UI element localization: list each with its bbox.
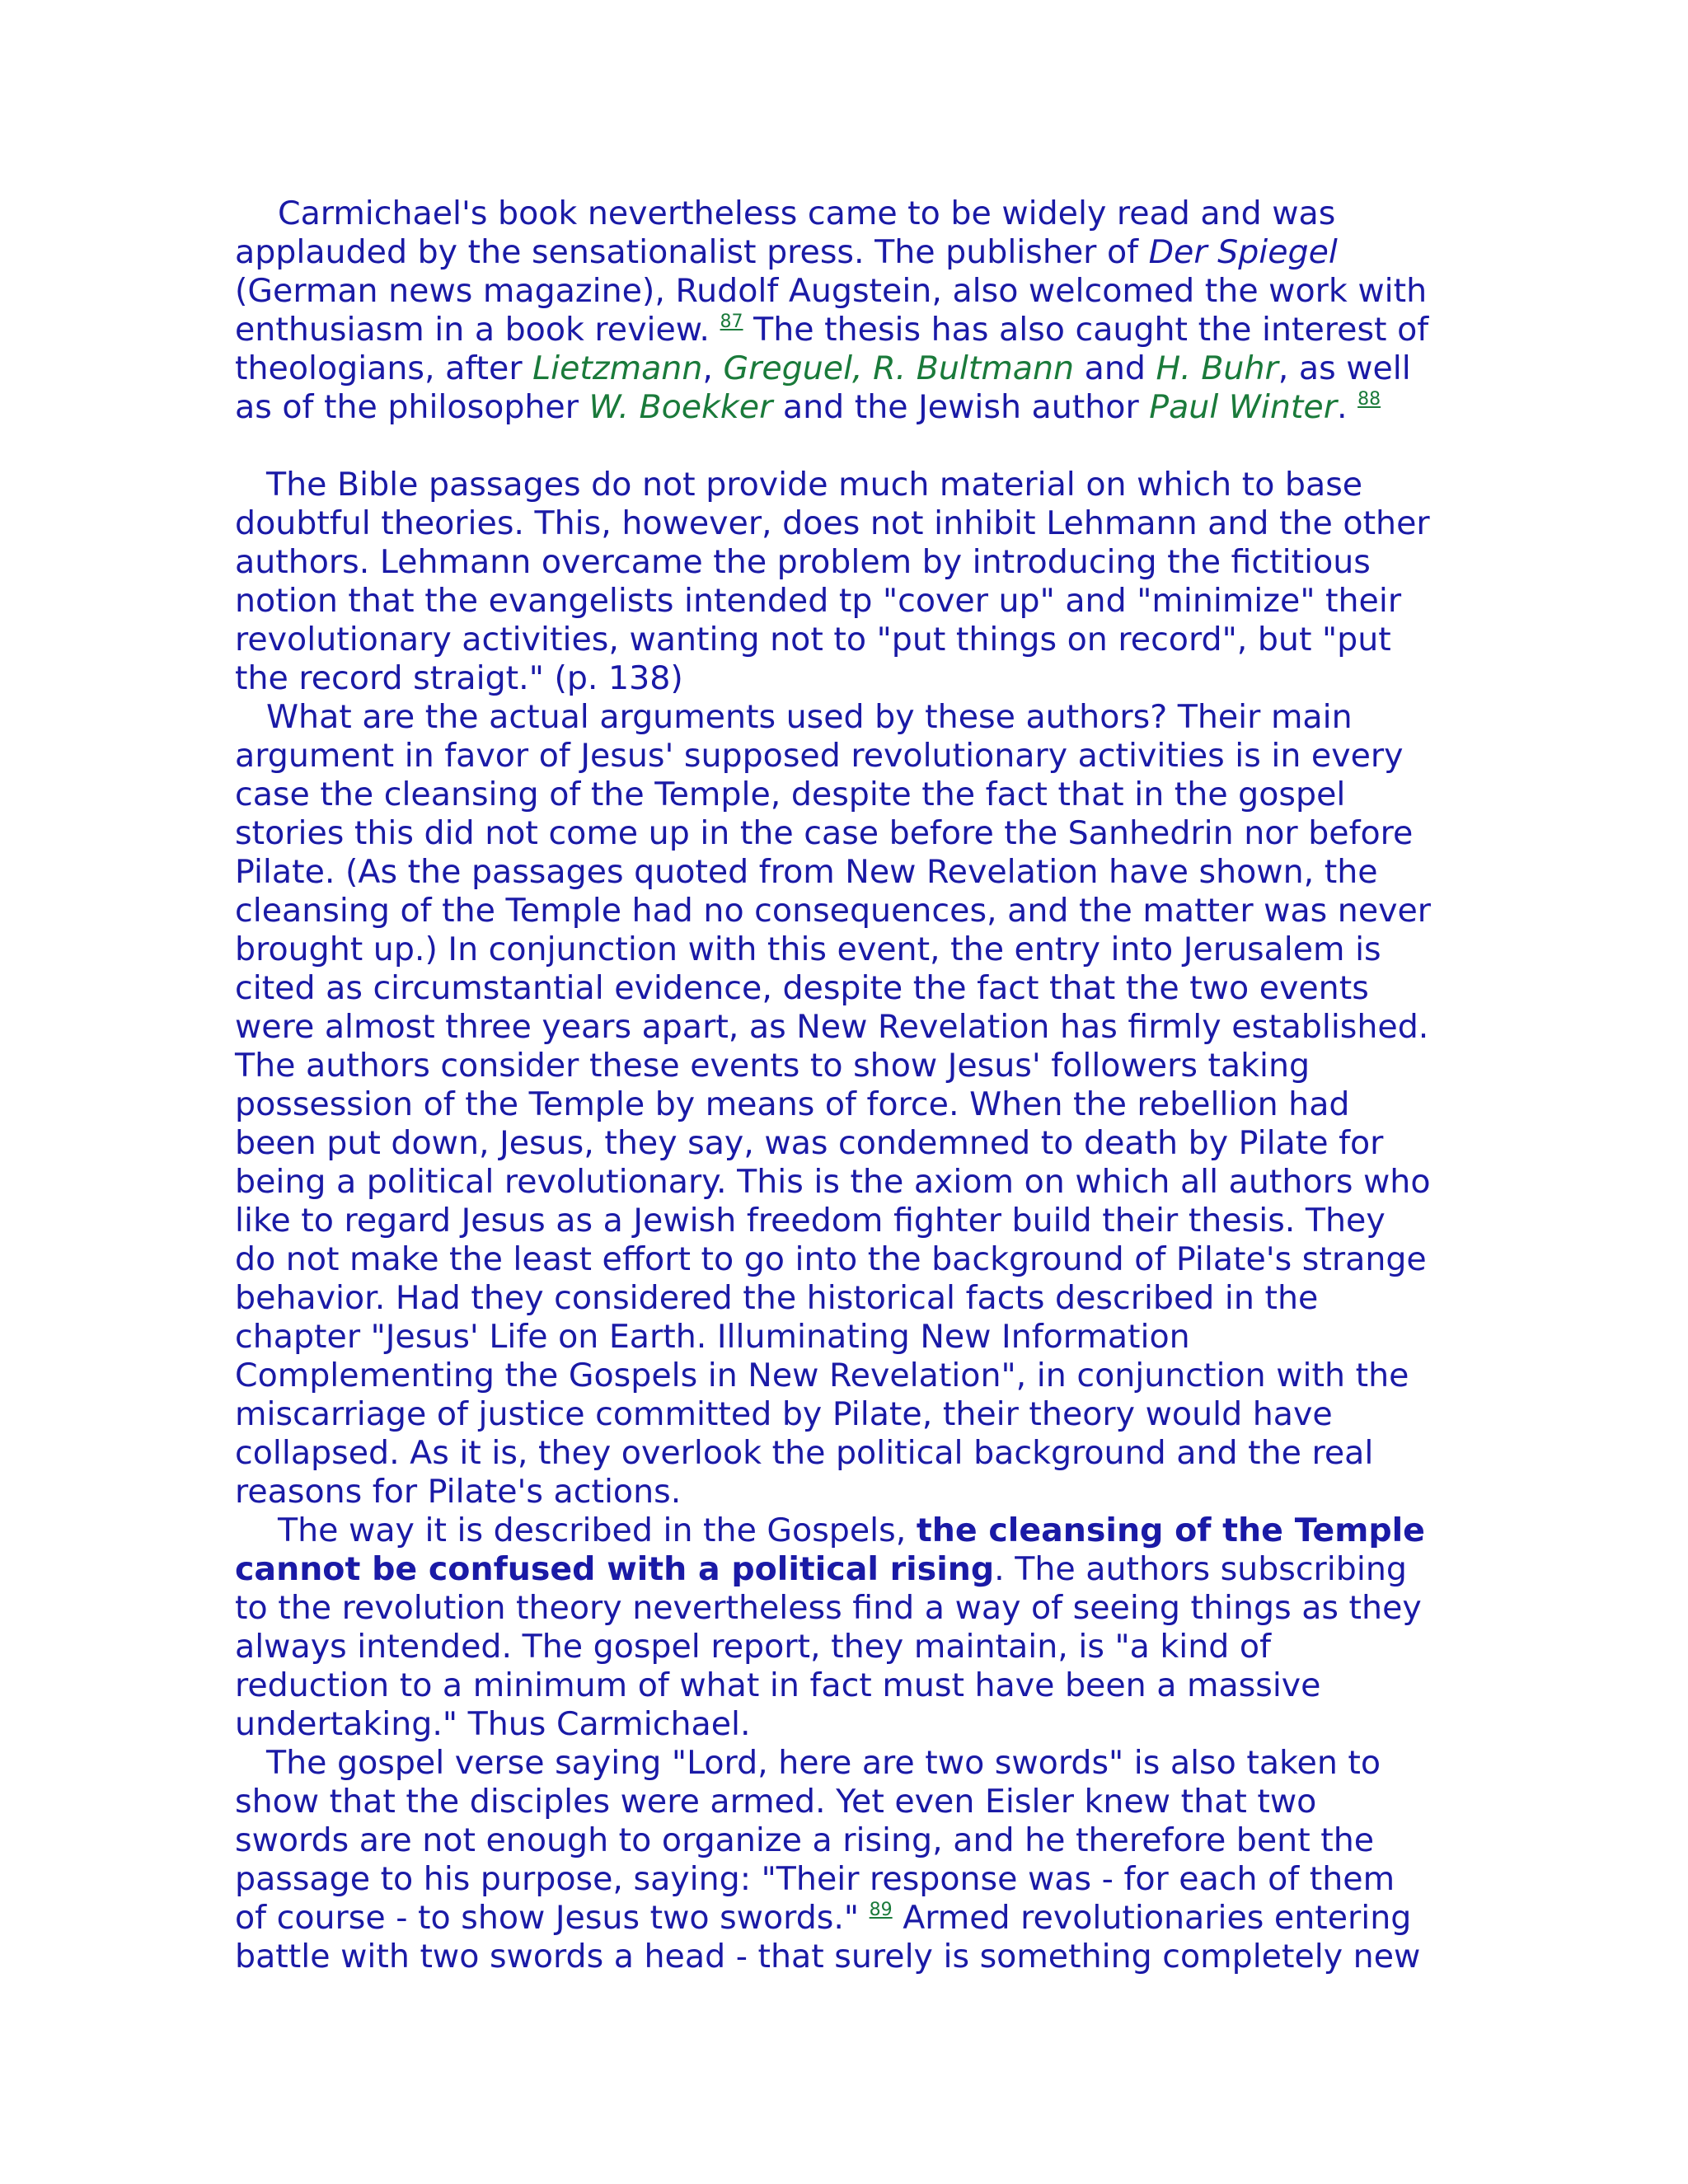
- text-line: chapter "Jesus' Life on Earth. Illuminating New Information: [235, 1318, 1190, 1356]
- author-name: Lietzmann: [532, 349, 703, 387]
- paragraph-4: [235, 1511, 1488, 1744]
- text-line: cannot be confused with a political rising. The authors subscribing: [235, 1550, 1407, 1588]
- emphasis-text: the cleansing of the Temple: [916, 1511, 1425, 1549]
- text-line: The gospel verse saying "Lord, here are two swords" is also taken to: [266, 1744, 1381, 1782]
- text-line: What are the actual arguments used by these authors? Their main: [266, 698, 1353, 736]
- emphasis-text: cannot be confused with a political rising: [235, 1550, 995, 1588]
- text-line: The authors consider these events to show Jesus' followers taking: [235, 1047, 1311, 1085]
- text-line: like to regard Jesus as a Jewish freedom fighter build their thesis. They: [235, 1202, 1386, 1240]
- text-line: show that the disciples were armed. Yet even Eisler knew that two: [235, 1783, 1317, 1821]
- author-name: H. Buhr: [1156, 349, 1278, 387]
- text-line: of course - to show Jesus two swords." $^{89}$ Armed revolutionaries entering: [235, 1899, 1412, 1937]
- text-line: battle with two swords a head - that surely is something completely new: [235, 1938, 1421, 1975]
- text-line: cited as circumstantial evidence, despite the fact that the two events: [235, 969, 1369, 1007]
- author-name: Paul Winter: [1149, 388, 1337, 426]
- publication-title: Der Spiegel: [1148, 233, 1338, 271]
- text-line: Carmichael's book nevertheless came to be widely read and was: [278, 194, 1336, 232]
- text-line: been put down, Jesus, they say, was condemned to death by Pilate for: [235, 1124, 1384, 1162]
- footnote-link-88[interactable]: 88: [1357, 389, 1381, 410]
- text-line: Pilate. (As the passages quoted from New Revelation have shown, the: [235, 853, 1378, 891]
- text-line: reasons for Pilate's actions.: [235, 1473, 682, 1511]
- footnote-link-89[interactable]: 89: [869, 1900, 893, 1920]
- footnote-link-87[interactable]: 87: [720, 312, 743, 332]
- text-line: possession of the Temple by means of force. When the rebellion had: [235, 1085, 1350, 1123]
- text-line: reduction to a minimum of what in fact must have been a massive: [235, 1666, 1321, 1704]
- text-line: passage to his purpose, saying: "Their response was - for each of them: [235, 1860, 1395, 1898]
- text-line: case the cleansing of the Temple, despite the fact that in the gospel: [235, 776, 1346, 813]
- text-line: the record straigt." (p. 138): [235, 659, 683, 697]
- paragraph-3: [235, 698, 1488, 1511]
- text-line: applauded by the sensationalist press. The publisher of Der Spiegel: [235, 233, 1338, 271]
- text-line: revolutionary activities, wanting not to "put things on record", but "put: [235, 621, 1391, 658]
- text-line: doubtful theories. This, however, does not inhibit Lehmann and the other: [235, 504, 1430, 542]
- text-line: argument in favor of Jesus' supposed revolutionary activities is in every: [235, 737, 1404, 775]
- text-line: to the revolution theory nevertheless find a way of seeing things as they: [235, 1589, 1422, 1627]
- author-name: Greguel, R. Bultmann: [723, 349, 1075, 387]
- text-line: miscarriage of justice committed by Pilate, their theory would have: [235, 1395, 1333, 1433]
- text-line: always intended. The gospel report, they maintain, is "a kind of: [235, 1628, 1271, 1666]
- document-page: [235, 194, 1488, 1976]
- text-line: collapsed. As it is, they overlook the political background and the real: [235, 1434, 1374, 1472]
- text-line: as of the philosopher W. Boekker and the Jewish author Paul Winter. $^{88}$: [235, 388, 1381, 426]
- paragraph-2: [235, 466, 1488, 698]
- text-line: Complementing the Gospels in New Revelation", in conjunction with the: [235, 1357, 1409, 1394]
- paragraph-5: [235, 1744, 1488, 1976]
- text-line: enthusiasm in a book review. $^{87}$ The thesis has also caught the interest of: [235, 311, 1429, 349]
- text-line: undertaking." Thus Carmichael.: [235, 1705, 751, 1743]
- author-name: W. Boekker: [588, 388, 773, 426]
- text-line: notion that the evangelists intended tp "cover up" and "minimize" their: [235, 582, 1402, 620]
- text-line: do not make the least effort to go into the background of Pilate's strange: [235, 1240, 1427, 1278]
- paragraph-1: [235, 194, 1488, 427]
- text-line: cleansing of the Temple had no consequences, and the matter was never: [235, 892, 1432, 930]
- text-line: stories this did not come up in the case before the Sanhedrin nor before: [235, 814, 1414, 852]
- text-line: behavior. Had they considered the historical facts described in the: [235, 1279, 1319, 1317]
- text-line: The Bible passages do not provide much material on which to base: [266, 466, 1363, 504]
- text-line: authors. Lehmann overcame the problem by introducing the fictitious: [235, 543, 1371, 581]
- text-line: being a political revolutionary. This is the axiom on which all authors who: [235, 1163, 1431, 1201]
- text-line: theologians, after Lietzmann, Greguel, R. Bultmann and H. Buhr, as well: [235, 349, 1411, 387]
- text-line: were almost three years apart, as New Revelation has firmly established.: [235, 1008, 1429, 1046]
- text-line: brought up.) In conjunction with this event, the entry into Jerusalem is: [235, 930, 1381, 968]
- text-line: (German news magazine), Rudolf Augstein, also welcomed the work with: [235, 272, 1428, 310]
- text-line: swords are not enough to organize a rising, and he therefore bent the: [235, 1821, 1375, 1859]
- text-line: The way it is described in the Gospels, the cleansing of the Temple: [278, 1511, 1425, 1549]
- paragraph-spacer: [235, 427, 1488, 466]
